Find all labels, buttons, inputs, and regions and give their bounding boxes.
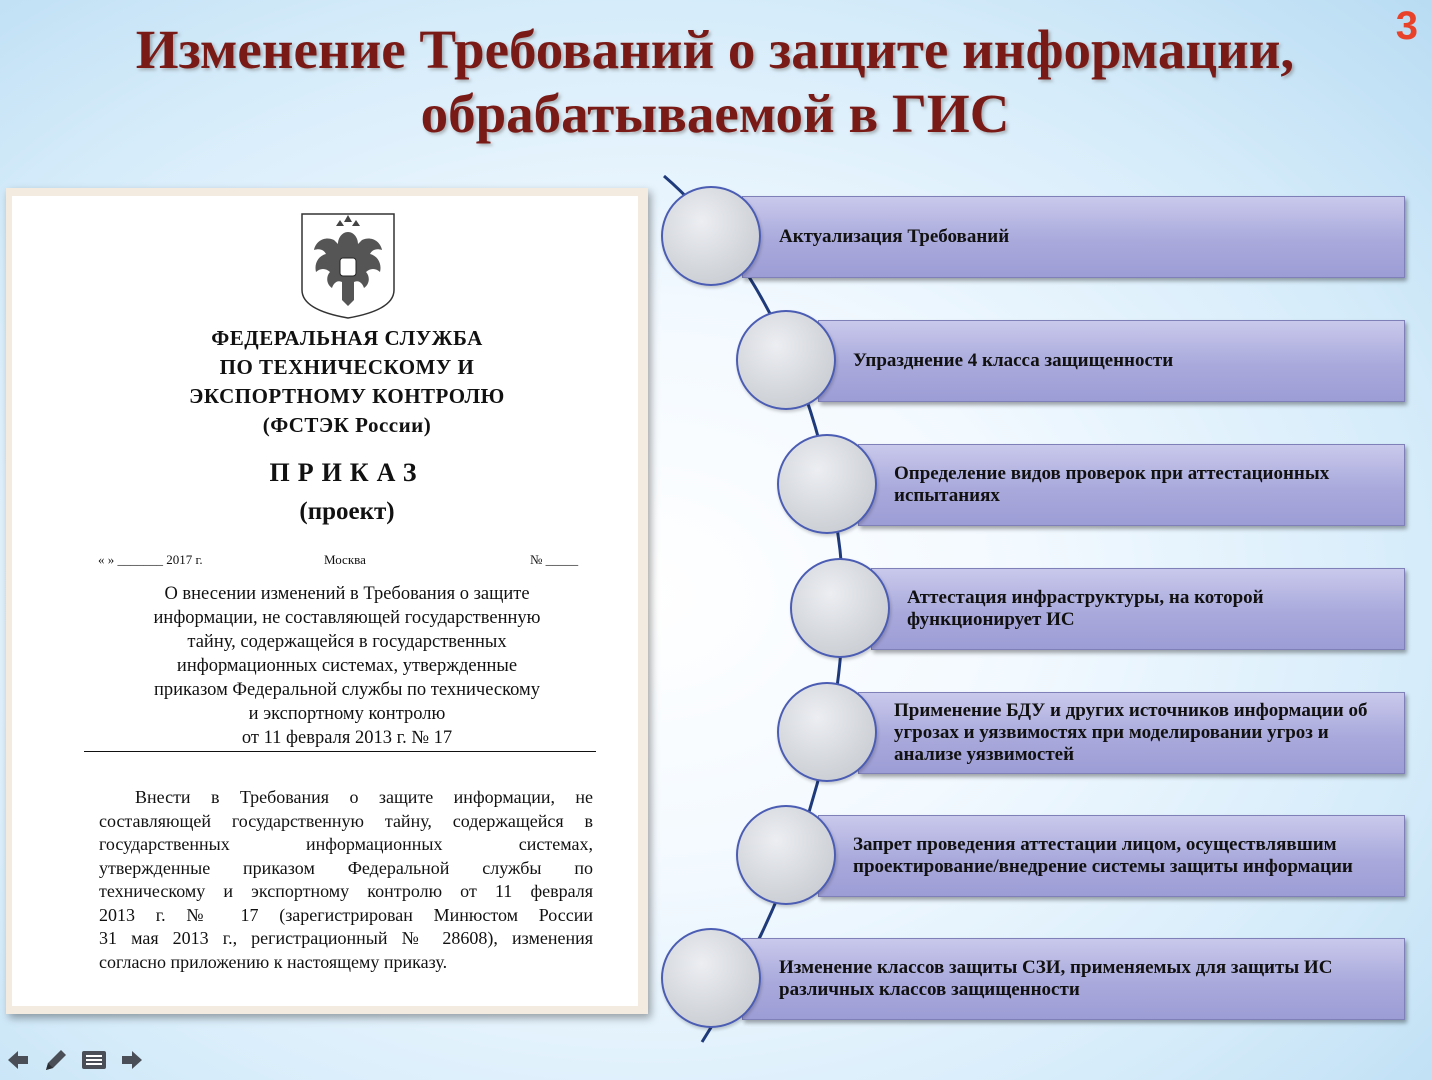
city-field: Москва [324,552,366,567]
slideshow-controls [4,1046,146,1074]
change-item-3 [858,444,1405,526]
bullet-circle-icon [736,310,836,410]
change-item-label: Применение БДУ и других источников информации об угрозах и уязвимостях при моделировании угроз и анализе уязвимостей [894,700,1368,765]
date-field: « » _______ 2017 г. [98,552,203,567]
order-heading: ПРИКАЗ [269,458,425,487]
agency-line: ЭКСПОРТНОМУ КОНТРОЛЮ [189,384,505,408]
bullet-circle-icon [777,682,877,782]
change-item-label: Определение видов проверок при аттестационных испытаниях [894,463,1330,506]
agency-line: ПО ТЕХНИЧЕСКОМУ И [219,355,475,379]
change-item-2 [818,320,1405,402]
arrow-right-icon[interactable] [118,1046,146,1074]
body-line: государственных информационных системах, [99,834,593,854]
body-line: Внести в Требования о защите информации, не [135,787,593,807]
menu-icon[interactable] [80,1046,108,1074]
slide-title-line2: обрабатываемой в ГИС [420,83,1010,144]
change-item-5 [858,692,1405,774]
body-line: 31 мая 2013 г., регистрационный № 28608), изменения [99,928,593,948]
bullet-circle-icon [790,558,890,658]
bullet-circle-icon [777,434,877,534]
change-item-1 [742,196,1405,278]
body-line: 2013 г. № 17 (зарегистрирован Минюстом России [99,904,593,925]
subject-line: информационных системах, утвержденные [176,656,518,676]
change-item-label: Актуализация Требований [779,226,1010,247]
subject-line: и экспортному контролю [248,704,446,724]
change-item-4 [871,568,1405,650]
change-item-label: Изменение классов защиты СЗИ, применяемых для защиты ИС различных классов защищенности [779,957,1333,1000]
agency-line: ФЕДЕРАЛЬНАЯ СЛУЖБА [211,326,483,350]
order-document [12,196,638,1006]
subject-line: информации, не составляющей государственную [153,608,541,628]
change-item-label: Запрет проведения аттестации лицом, осуществлявшим проектирование/внедрение системы защиты информации [853,834,1353,877]
body-line: согласно приложению к настоящему приказу. [99,951,448,972]
divider [84,751,596,752]
order-subject [92,582,602,750]
agency-line: (ФСТЭК России) [262,413,432,437]
bullet-circle-icon [661,928,761,1028]
subject-line: О внесении изменений в Требования о защите [164,584,530,604]
change-item-7 [742,938,1405,1020]
slide-title [80,18,1350,146]
change-item-6 [818,815,1405,897]
bullet-circle-icon [736,805,836,905]
coat-of-arms-icon [298,210,398,320]
change-item-label: Упразднение 4 класса защищенности [853,350,1174,371]
order-body [99,786,593,974]
bullet-circle-icon [661,186,761,286]
slide-number: 3 [1395,4,1418,48]
agency-name [112,324,582,440]
subject-line: приказом Федеральной службы по техническому [154,680,540,700]
subject-line: от 11 февраля 2013 г. № 17 [241,728,453,748]
number-field: № _____ [530,552,579,567]
change-item-label: Аттестация инфраструктуры, на которой функционирует ИС [907,587,1264,630]
body-line: утвержденные приказом Федеральной службы по [99,857,593,878]
arrow-left-icon[interactable] [4,1046,32,1074]
body-line: составляющей государственную тайну, содержащейся в [99,810,593,831]
body-line: техническому и экспортному контролю от 11 февраля [99,881,593,901]
slide-title-line1: Изменение Требований о защите информации, [135,19,1295,80]
subject-line: тайну, содержащейся в государственных [187,632,507,652]
draft-note: (проект) [299,498,395,525]
order-document-frame [6,188,648,1014]
pen-icon[interactable] [42,1046,70,1074]
